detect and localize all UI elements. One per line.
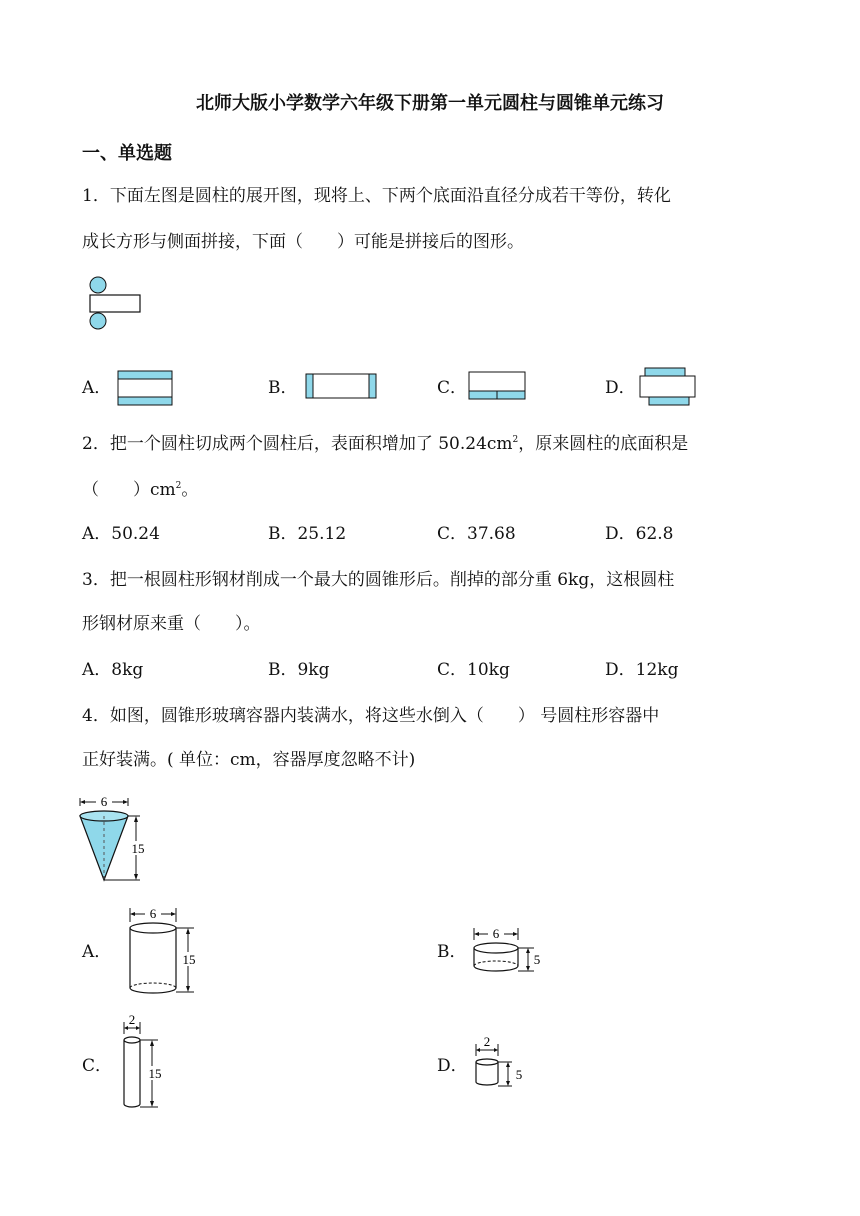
q3-option-a[interactable]: A．8kg bbox=[82, 660, 144, 680]
q1-option-c-label: C． bbox=[437, 378, 468, 398]
svg-text:6: 6 bbox=[492, 926, 500, 941]
q4-option-d-figure[interactable] bbox=[466, 1032, 530, 1094]
q4-option-b-label: B． bbox=[437, 942, 467, 962]
q1-option-a-figure[interactable] bbox=[114, 368, 176, 408]
q4-option-d-label: D． bbox=[437, 1056, 468, 1076]
q1-option-a-label: A． bbox=[82, 378, 112, 398]
svg-text:15: 15 bbox=[182, 952, 196, 967]
q1-option-d-label: D． bbox=[605, 378, 636, 398]
q3-option-b[interactable]: B．9kg bbox=[268, 660, 330, 680]
cone-height-label: 15 bbox=[131, 841, 145, 856]
question-2-line-2: （ ）$cm^2$。 bbox=[82, 480, 199, 500]
q1-option-d-figure[interactable] bbox=[637, 366, 699, 410]
q4-option-b-figure[interactable] bbox=[468, 924, 548, 980]
svg-text:15: 15 bbox=[148, 1066, 162, 1081]
question-3-line-1: 3．把一根圆柱形钢材削成一个最大的圆锥形后。削掉的部分重 6kg，这根圆柱 bbox=[82, 570, 675, 590]
svg-text:2: 2 bbox=[483, 1034, 491, 1049]
page-title: 北师大版小学数学六年级下册第一单元圆柱与圆锥单元练习 bbox=[196, 93, 664, 114]
q2-option-a[interactable]: A．50.24 bbox=[82, 524, 160, 544]
question-1-line-2: 成长方形与侧面拼接，下面（ ）可能是拼接后的图形。 bbox=[82, 232, 524, 252]
cone-container-figure bbox=[74, 792, 164, 888]
question-2-line-1: 2．把一个圆柱切成两个圆柱后，表面积增加了 $50.24cm^2$，原来圆柱的底面积是 bbox=[82, 434, 689, 454]
svg-text:5: 5 bbox=[515, 1067, 523, 1082]
question-4-line-2: 正好装满。( 单位：cm，容器厚度忽略不计) bbox=[82, 750, 416, 770]
q1-option-c-figure[interactable] bbox=[466, 368, 528, 408]
question-4-line-1: 4．如图，圆锥形玻璃容器内装满水，将这些水倒入（ ） 号圆柱形容器中 bbox=[82, 706, 660, 726]
svg-text:2: 2 bbox=[128, 1012, 136, 1027]
q3-option-c[interactable]: C．10kg bbox=[437, 660, 510, 680]
cylinder-net-figure bbox=[86, 274, 146, 334]
q4-option-c-label: C． bbox=[82, 1056, 113, 1076]
cone-diameter-label: 6 bbox=[100, 794, 108, 809]
question-1-line-1: 1．下面左图是圆柱的展开图，现将上、下两个底面沿直径分成若干等份，转化 bbox=[82, 186, 671, 206]
question-3-line-2: 形钢材原来重（ ）。 bbox=[82, 614, 261, 634]
q2-option-c[interactable]: C．37.68 bbox=[437, 524, 516, 544]
svg-text:5: 5 bbox=[533, 952, 541, 967]
q1-option-b-figure[interactable] bbox=[302, 370, 380, 404]
svg-text:6: 6 bbox=[149, 906, 157, 921]
q3-option-d[interactable]: D．12kg bbox=[605, 660, 679, 680]
section-heading: 一、单选题 bbox=[82, 143, 172, 164]
q4-option-a-label: A． bbox=[82, 942, 112, 962]
q4-option-a-figure[interactable] bbox=[124, 904, 200, 1000]
q1-option-b-label: B． bbox=[268, 378, 298, 398]
q2-option-b[interactable]: B．25.12 bbox=[268, 524, 347, 544]
q4-option-c-figure[interactable] bbox=[114, 1010, 174, 1114]
q2-option-d[interactable]: D．62.8 bbox=[605, 524, 674, 544]
